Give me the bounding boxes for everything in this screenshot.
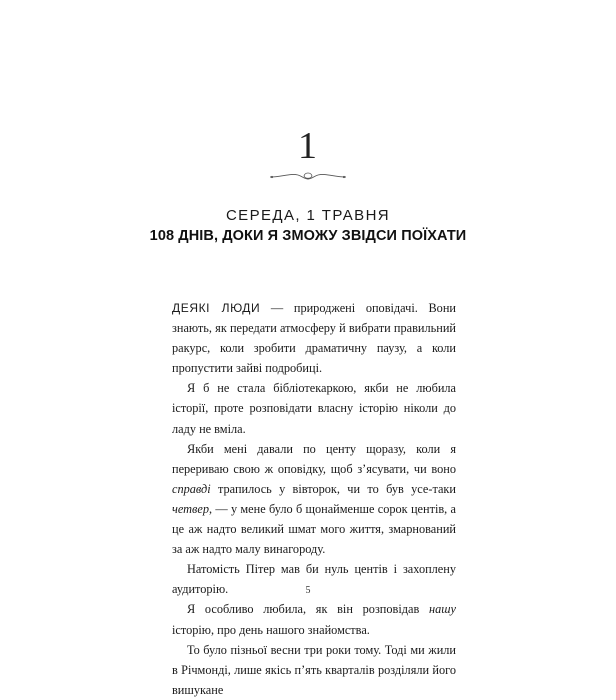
chapter-countdown-heading: 108 ДНІВ, ДОКИ Я ЗМОЖУ ЗВІДСИ ПОЇХАТИ (149, 228, 467, 244)
paragraph-text: , — у мене було б щонайменше сорок центів, а це аж надто великий шмат мого життя, змарнований за аж надто малу винагороду. (172, 501, 456, 557)
paragraph-text: Якби мені давали по центу щоразу, коли я перериваю свою ж оповідку, щоб з’ясувати, чи воно (172, 441, 456, 476)
page-number: 5 (305, 585, 311, 596)
flourish-divider-icon (268, 167, 348, 185)
emphasis-text: справді (172, 481, 211, 496)
paragraph (172, 599, 456, 639)
paragraph-text: трапилось у вівторок, чи то був усе-таки (210, 481, 456, 496)
paragraph-text: Я особливо любила, як він розповідав (187, 602, 429, 617)
chapter-number: 1 (298, 125, 318, 167)
lead-in-text: ДЕЯКІ ЛЮДИ (172, 301, 261, 315)
paragraph (172, 439, 456, 560)
paragraph: Натомість Пітер мав би нуль центів і захоплену аудиторію. (172, 562, 456, 597)
emphasis-text: нашу (429, 602, 456, 617)
body-text (172, 298, 456, 700)
paragraph: Я б не стала бібліотекаркою, якби не любила історії, проте розповідати власну історію ніколи до ладу не вміла. (172, 381, 456, 436)
paragraph-text: історію, про день нашого знайомства. (172, 622, 370, 637)
paragraph-text: — природжені оповідачі. Вони знають, як передати атмосферу й вибрати правильний ракурс, коли зробити драматичну паузу, а коли пропустити зайві подробиці. (172, 301, 456, 376)
paragraph (172, 298, 456, 378)
emphasis-text: четвер (172, 501, 209, 516)
paragraph: То було пізньої весни три роки тому. Тоді ми жили в Річмонді, лише якісь п’ять кварталів розділяли його вишукане (172, 642, 456, 697)
chapter-date-heading: СЕРЕДА, 1 ТРАВНЯ (225, 207, 391, 224)
